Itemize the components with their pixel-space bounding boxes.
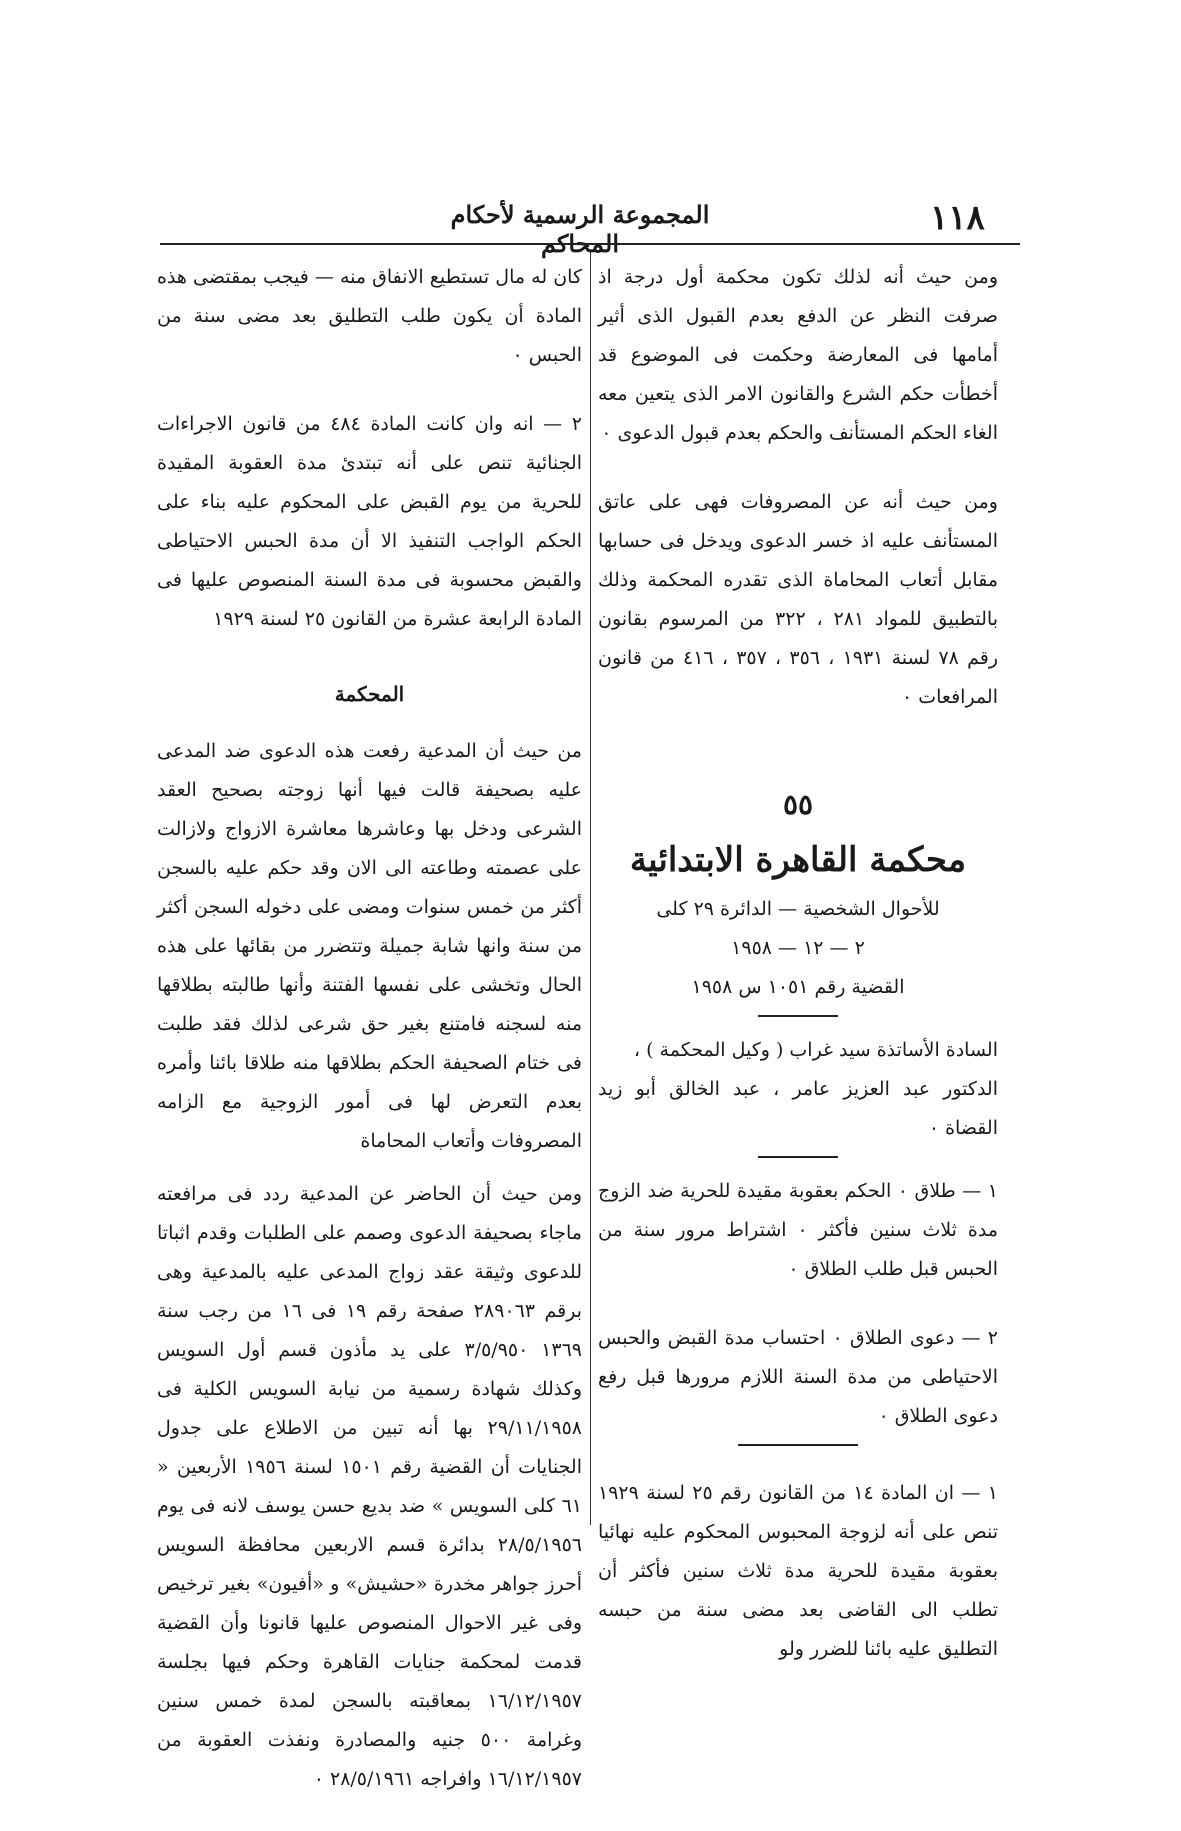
principle-paragraph: ١ — ان المادة ١٤ من القانون رقم ٢٥ لسنة ١٩٢٩ تنص على أنه لزوجة المحبوس المحكوم عليه نهائيا بعقوبة مقيدة للحرية مدة ثلاث سنين فأكثر أن تطلب الى القاضى بعد مضى سنة من حبسه التطليق عليه بائنا للضرر ولو xyxy=(598,1482,998,1660)
case-reference: القضية رقم ١٠٥١ س ١٩٥٨ xyxy=(691,976,905,998)
column-divider xyxy=(590,250,591,1525)
separator-rule xyxy=(758,1015,838,1017)
paragraph: ومن حيث أنه عن المصروفات فهى على عاتق المستأنف عليه اذ خسر الدعوى ويدخل فى حسابها مقابل أتعاب المحاماة الذى تقدره المحكمة وذلك بالتطبيق للمواد ٢٨١ ، ٣٢٢ من المرسوم بقانون رقم ٧٨ لسنة ١٩٣١ ، ٣٥٦ ، ٣٥٧ ، ٤١٦ من قانون المرافعات ٠ xyxy=(598,491,999,708)
summary-item: ١ — طلاق ٠ الحكم بعقوبة مقيدة للحرية ضد الزوج مدة ثلاث سنين فأكثر ٠ اشتراط مرور سنة من الحبس قبل طلب الطلاق ٠ xyxy=(598,1180,998,1280)
separator-rule xyxy=(758,1156,838,1158)
page-number: ١١٨ xyxy=(930,198,985,238)
court-name: محكمة القاهرة الابتدائية xyxy=(629,840,967,880)
paragraph: ٢ — انه وان كانت المادة ٤٨٤ من قانون الاجراءات الجنائية تنص على أنه تبتدئ مدة العقوبة المقيدة للحرية من يوم القبض على المحكوم عليه بناء على الحكم الواجب التنفيذ الا أن مدة الحبس الاحتياطى والقبض محسوبة فى مدة السنة المنصوص عليها فى المادة الرابعة عشرة من القانون ٢٥ لسنة ١٩٢٩ xyxy=(157,413,582,630)
right-column xyxy=(598,258,998,1669)
judges-line: السادة الأساتذة سيد غراب ( وكيل المحكمة ) ، xyxy=(633,1039,998,1061)
case-number: ٥٥ xyxy=(782,788,814,821)
paragraph: ومن حيث أن الحاضر عن المدعية ردد فى مرافعته ماجاء بصحيفة الدعوى وصمم على الطلبات وقدم اثباتا للدعوى وثيقة عقد زواج المدعى عليه بالمدعية وهى برقم ٢٨٩٠٦٣ صفحة رقم ١٩ فى ١٦ من رجب سنة ١٣٦٩ ٣/٥/٩٥٠ على يد مأذون قسم أول السويس وكذلك شهادة رسمية من نيابة السويس الكلية فى ٢٩/١١/١٩٥٨ بها أنه تبين من الاطلاع على جدول الجنايات أن القضية رقم ١٥٠١ لسنة ١٩٥٦ الأربعين « ٦١ كلى السويس » ضد بديع حسن يوسف لانه فى يوم ٢٨/٥/١٩٥٦ بدائرة قسم الاربعين محافظة السويس أحرز جواهر مخدرة «حشيش» و «أفيون» بغير ترخيص وفى غير الاحوال المنصوص عليها قانونا وأن القضية قدمت لمحكمة جنايات القاهرة وحكم فيها بجلسة ١٦/١٢/١٩٥٧ بمعاقبته بالسجن لمدة خمس سنين وغرامة ٥٠٠ جنيه والمصادرة ونفذت العقوبة من ١٦/١٢/١٩٥٧ وافراجه ٢٨/٥/١٩٦١ ٠ xyxy=(157,1183,583,1790)
running-title: المجموعة الرسمية لأحكام المحاكم xyxy=(450,200,710,258)
judges-line: الدكتور عبد العزيز عامر ، عبد الخالق أبو زيد القضاة ٠ xyxy=(598,1078,998,1139)
summary-item: ٢ — دعوى الطلاق ٠ احتساب مدة القبض والحبس الاحتياطى من مدة السنة اللازم مرورها قبل رفع دعوى الطلاق ٠ xyxy=(598,1327,998,1427)
paragraph: من حيث أن المدعية رفعت هذه الدعوى ضد المدعى عليه بصحيفة قالت فيها أنها زوجته بصحيح العقد الشرعى ودخل بها وعاشرها معاشرة الازواج ولازالت على عصمته وطاعته الى الان وقد حكم عليه بالسجن أكثر من خمس سنوات ومضى على دخوله السجن أكثر من سنة وانها شابة جميلة وتتضرر من بقائها على هذه الحال وتخشى على نفسها الفتنة وأنها طالبته بطلاقها منه لسجنه فامتنع بغير حق شرعى لذلك فقد طلبت فى ختام الصحيفة الحكم بطلاقها منه طلاقا بائنا وأمره بعدم التعرض لها فى أمور الزوجية مع الزامه المصروفات وأتعاب المحاماة xyxy=(157,740,582,1152)
circuit-line: للأحوال الشخصية — الدائرة ٢٩ كلى xyxy=(656,898,940,920)
date-line: ٢ — ١٢ — ١٩٥٨ xyxy=(731,937,865,959)
separator-rule xyxy=(738,1444,858,1446)
paragraph: ومن حيث أنه لذلك تكون محكمة أول درجة اذ صرفت النظر عن الدفع بعدم القبول الذى أثير أمامها فى المعارضة وحكمت فى الموضوع قد أخطأت حكم الشرع والقانون الامر الذى يتعين معه الغاء الحكم المستأنف والحكم بعدم قبول الدعوى ٠ xyxy=(598,266,998,444)
header-rule xyxy=(160,243,1020,245)
section-heading: المحكمة xyxy=(334,682,405,706)
paragraph: كان له مال تستطيع الانفاق منه — فيجب بمقتضى هذه المادة أن يكون طلب التطليق بعد مضى سنة من الحبس ٠ xyxy=(157,266,582,366)
left-column xyxy=(157,258,582,1799)
